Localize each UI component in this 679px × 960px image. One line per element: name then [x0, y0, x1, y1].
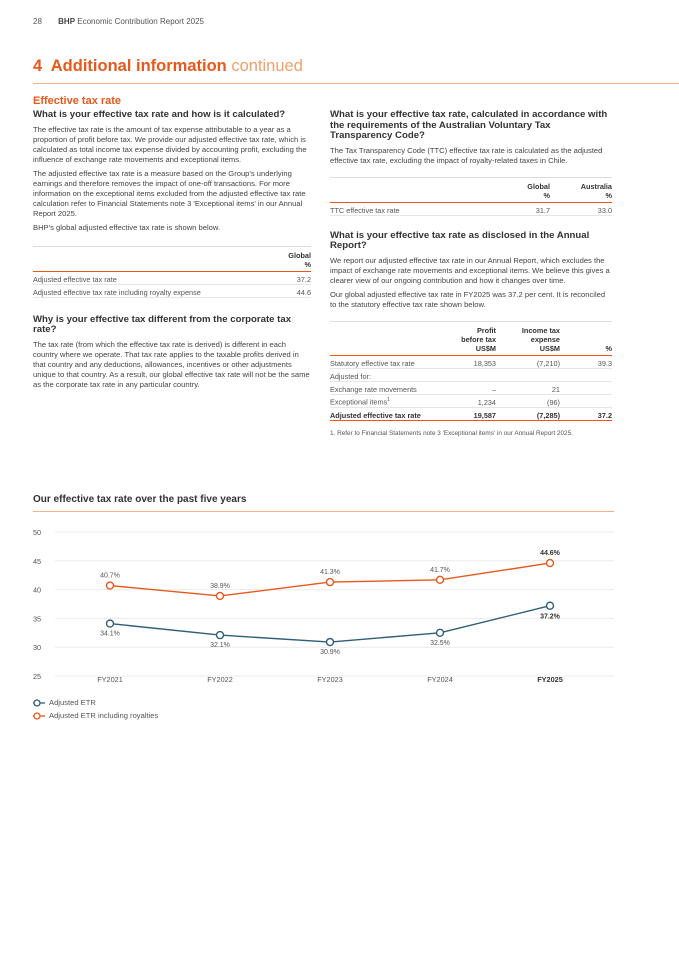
tax-value: (7,210) [496, 355, 560, 368]
pct-value: 37.2 [560, 407, 612, 420]
row-label: Statutory effective tax rate [330, 355, 440, 368]
page-number: 28 [33, 17, 42, 26]
data-point [217, 592, 224, 599]
q1-paragraph-2: The adjusted effective tax rate is a measure based on the Group's underlying earnings and therefore removes the impact of one-off transactions. For more information on the exceptional items excluded from the adjusted effective tax rate calculation refer to Financial Statements note 3 'Exceptional items' in our Annual Report 2025. [33, 168, 306, 218]
row-value: 44.6 [271, 284, 311, 297]
footnote-ref: 1 [387, 397, 390, 404]
row-label: Exchange rate movements [330, 381, 440, 394]
data-point [107, 620, 114, 627]
row-label: Adjusted effective tax rate [330, 407, 440, 420]
data-label: 38.9% [210, 582, 230, 590]
y-tick-label: 30 [33, 643, 42, 653]
legend-marker-icon [33, 699, 45, 707]
data-label: 41.3% [320, 569, 340, 577]
data-label: 37.2% [540, 613, 560, 621]
data-label: 30.9% [320, 649, 340, 657]
global-value: 31.7 [500, 202, 550, 215]
profit-before-tax-header: Profit before tax US$M [440, 322, 496, 356]
table-footnote: 1. Refer to Financial Statements note 3 'Exceptional items' in our Annual Report 2025. [330, 429, 573, 437]
brand-name: BHP [58, 17, 76, 26]
x-tick-label: FY2022 [207, 675, 233, 684]
global-column-header: Global % [500, 178, 550, 203]
series-line-adjusted-etr [110, 606, 550, 642]
percent-header: % [560, 322, 612, 356]
legend-item-adjusted-etr [33, 698, 96, 707]
x-tick-label: FY2025 [537, 675, 563, 684]
global-column-header: Global % [271, 247, 311, 272]
effective-tax-rate-subheading: Effective tax rate [33, 95, 122, 107]
data-label: 40.7% [100, 572, 120, 580]
data-point [107, 582, 114, 589]
section-number: 4 [33, 57, 43, 75]
q2-paragraph-1: The tax rate (from which the effective tax rate is derived) is different in each country where we operate. That tax rate applies to the taxable profits derived in that country and any deductions, allowances, incentives or other adjustments unique to that country. As a result, our global effective tax rate will not be the same as the corporate tax rate in any particular country. [33, 339, 310, 389]
q1-paragraph-1: The effective tax rate is the amount of tax expense attributable to a year as a proportion of profit before tax. We provide our adjusted effective tax rate, which is calculated as total income tax expense divided by accounting profit, excluding the influence of exchange rate movements and exceptional items. [33, 124, 307, 164]
data-point [437, 629, 444, 636]
q4-paragraph-2: Our global adjusted effective tax rate in FY2025 was 37.2 per cent. It is reconciled to the statutory effective tax rate shown below. [330, 289, 606, 309]
q4-heading: What is your effective tax rate as disclosed in the Annual Report? [330, 229, 590, 251]
data-label: 44.6% [540, 550, 560, 558]
x-tick-label: FY2023 [317, 675, 343, 684]
data-label: 34.1% [100, 630, 120, 638]
data-point [327, 579, 334, 586]
q1-paragraph-3: BHP's global adjusted effective tax rate is shown below. [33, 222, 221, 232]
section-heading: Additional information [50, 57, 227, 75]
profit-value: 19,587 [440, 407, 496, 420]
legend-label: Adjusted ETR [49, 698, 96, 707]
x-tick-label: FY2024 [427, 675, 453, 684]
legend-marker-icon [33, 712, 45, 720]
y-tick-label: 45 [33, 556, 42, 566]
profit-value: 18,353 [440, 355, 496, 368]
row-label: Adjusted effective tax rate including royalty expense [33, 284, 271, 297]
data-label: 32.5% [430, 639, 450, 647]
section-continued: continued [231, 57, 303, 75]
y-tick-label: 40 [33, 585, 42, 595]
q1-heading: What is your effective tax rate and how is it calculated? [33, 109, 286, 120]
tax-value: 21 [496, 381, 560, 394]
tax-value: (96) [496, 394, 560, 407]
data-label: 32.1% [210, 642, 230, 650]
row-label: Exceptional items$^1$ [330, 394, 440, 407]
row-value: 37.2 [271, 271, 311, 284]
q2-heading: Why is your effective tax different from the corporate tax rate? [33, 313, 292, 335]
row-label: Adjusted for: [330, 368, 440, 381]
q3-heading: What is your effective tax rate, calculated in accordance with the requirements of the Australian Voluntary Tax Transparency Code? [330, 109, 608, 141]
row-label: TTC effective tax rate [330, 202, 500, 215]
tax-value: (7,285) [496, 407, 560, 420]
row-label: Adjusted effective tax rate [33, 271, 271, 284]
profit-value: 1,234 [440, 394, 496, 407]
chart-title: Our effective tax rate over the past five years [33, 494, 247, 505]
q4-paragraph-1: We report our adjusted effective tax rate in our Annual Report, which excludes the impact of exchange rate movements and exceptional items. We believe this gives a clearer view of our ongoing contribution and how it changes over time. [330, 255, 610, 285]
y-tick-label: 50 [33, 528, 42, 537]
y-tick-label: 35 [33, 614, 42, 624]
q3-paragraph-1: The Tax Transparency Code (TTC) effective tax rate is calculated as the adjusted effective tax rate, excluding the impact of royalty-related taxes in Chile. [330, 145, 603, 165]
report-title: Economic Contribution Report 2025 [77, 17, 205, 26]
profit-value: – [440, 381, 496, 394]
australia-value: 33.0 [550, 202, 612, 215]
data-point [437, 576, 444, 583]
legend-label: Adjusted ETR including royalties [49, 711, 159, 720]
data-point [547, 602, 554, 609]
y-tick-label: 25 [33, 672, 42, 681]
pct-value: 39.3 [560, 355, 612, 368]
data-point [217, 632, 224, 639]
australia-column-header: Australia % [550, 178, 612, 203]
data-point [327, 639, 334, 646]
data-point [547, 560, 554, 567]
income-tax-expense-header: Income tax expense US$M [496, 322, 560, 356]
data-label: 41.7% [430, 566, 450, 574]
legend-item-adjusted-etr-royalties [33, 711, 158, 720]
x-tick-label: FY2021 [97, 675, 123, 684]
